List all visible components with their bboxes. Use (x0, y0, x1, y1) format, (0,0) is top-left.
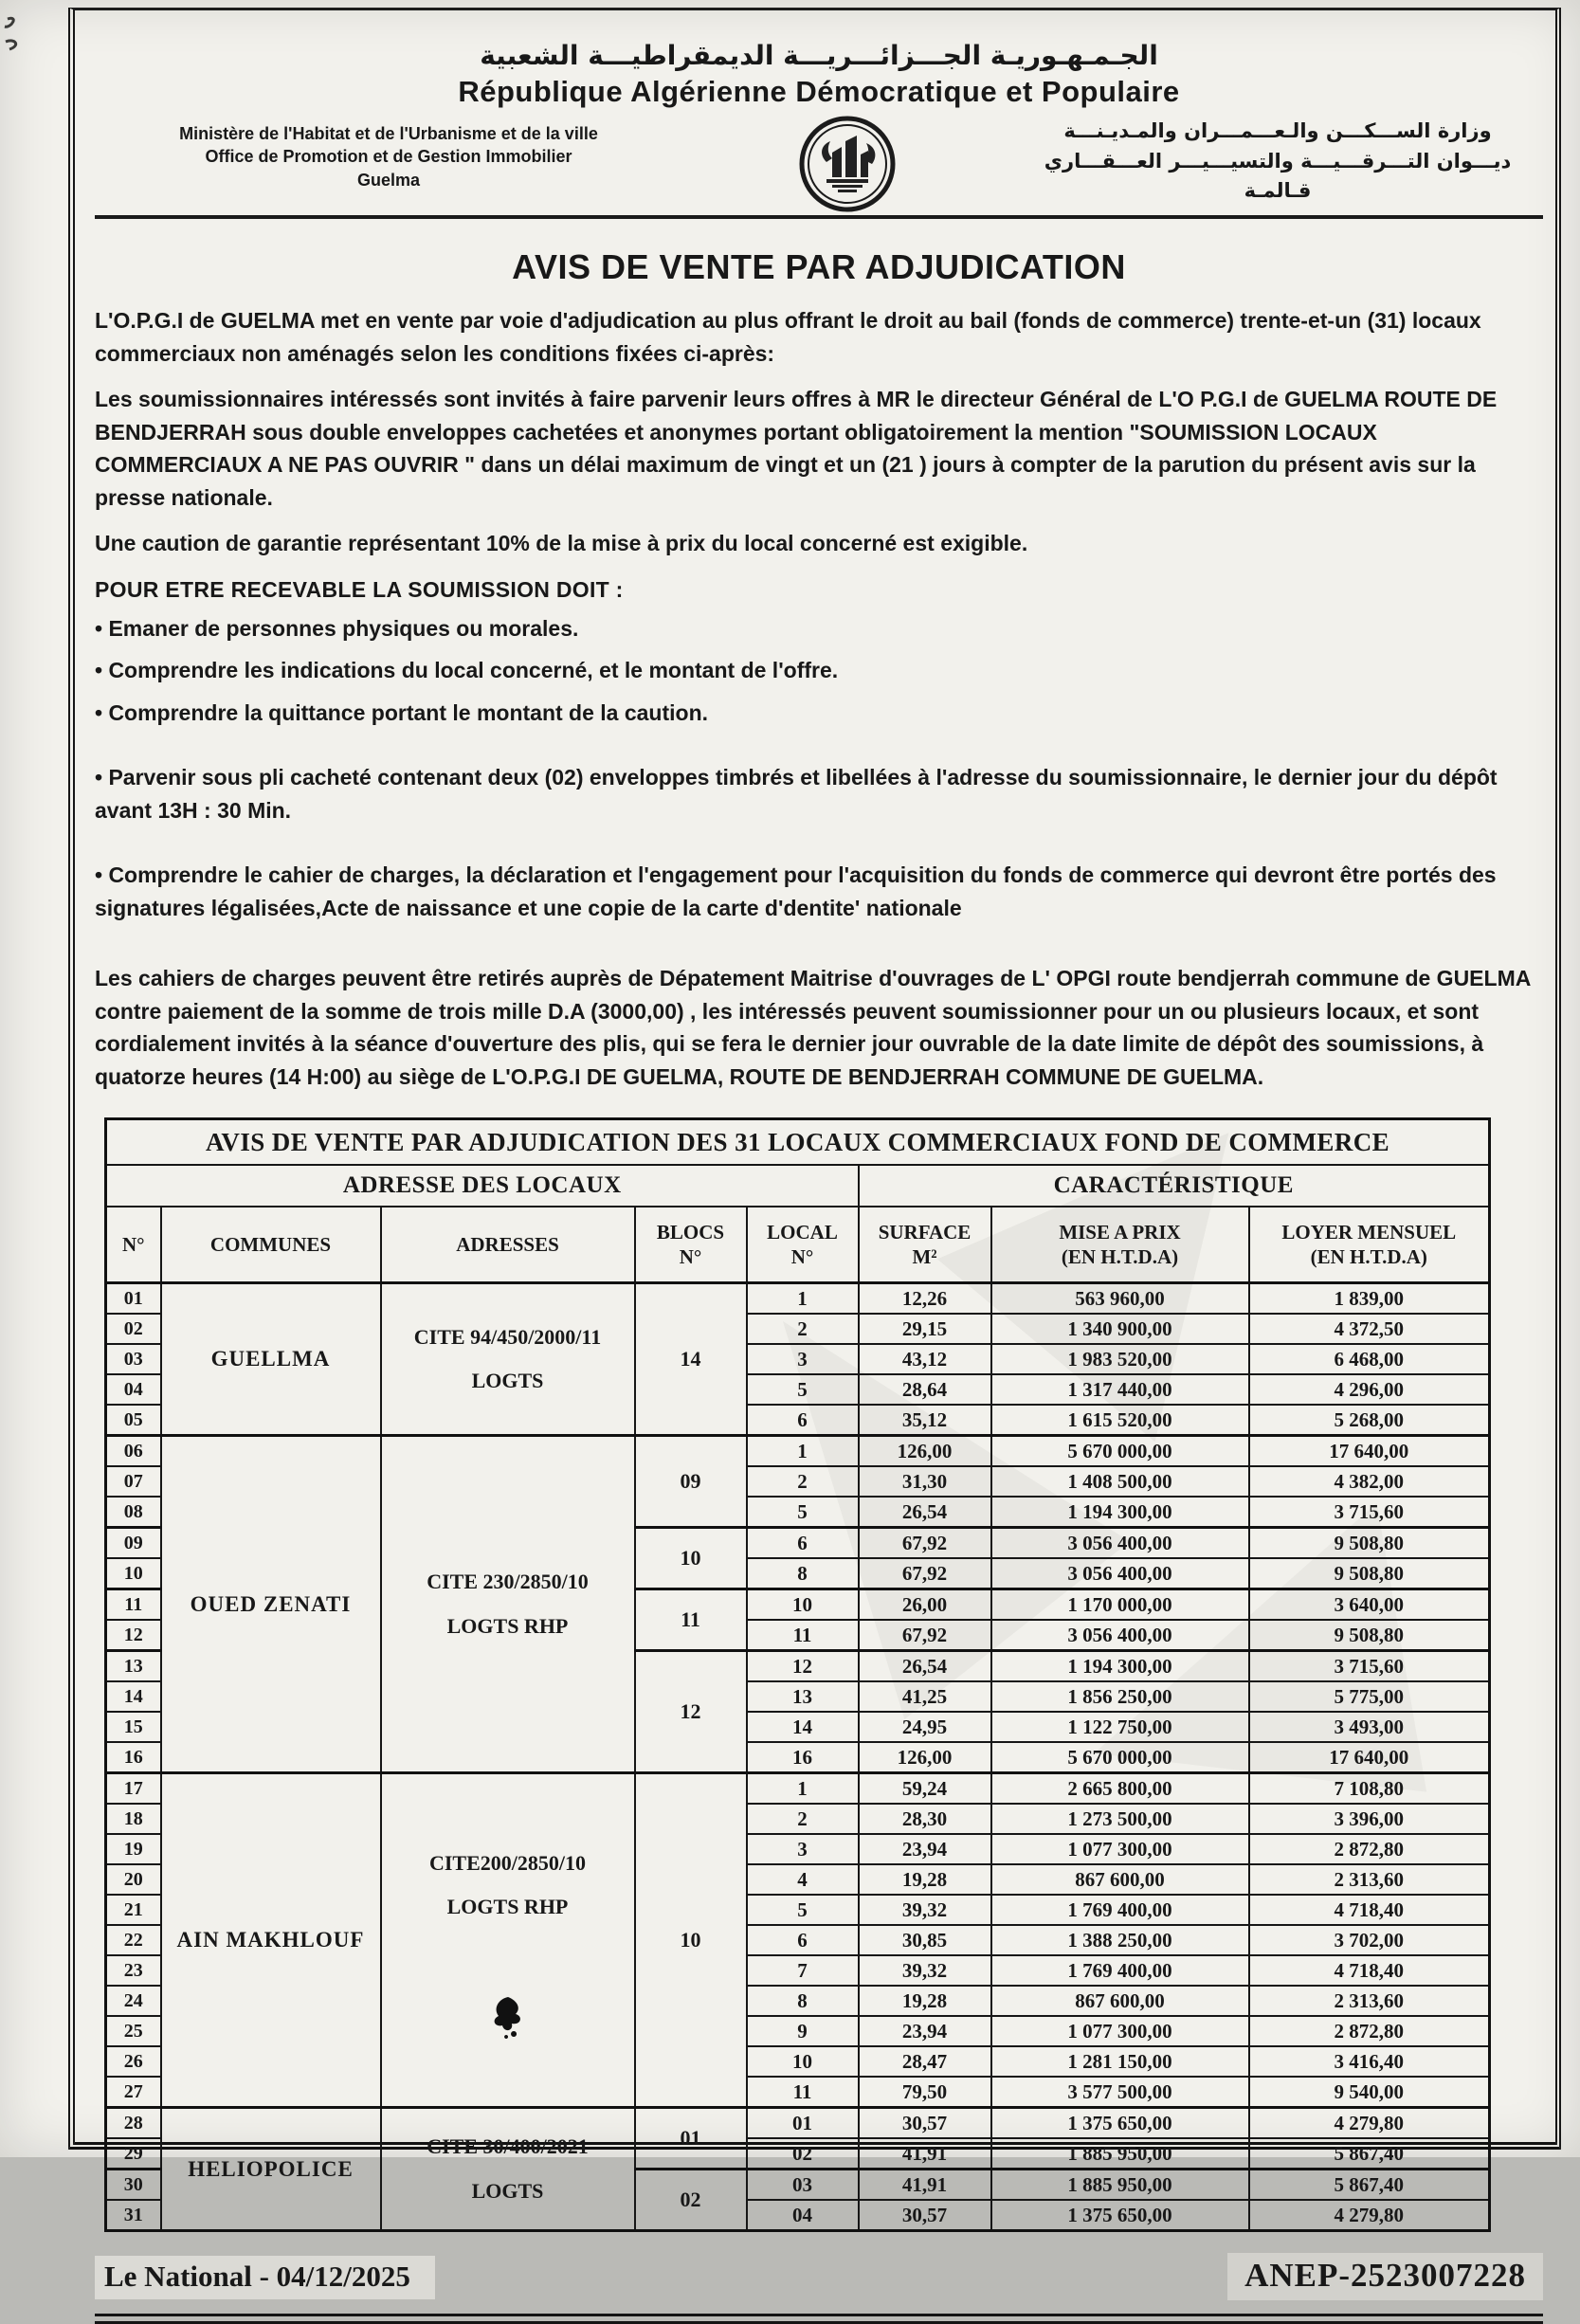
cell-mise-a-prix: 1 273 500,00 (991, 1804, 1249, 1834)
cell-local: 12 (747, 1651, 859, 1682)
cell-surface: 19,28 (859, 1986, 991, 2016)
cell-local: 8 (747, 1986, 859, 2016)
cell-local: 3 (747, 1344, 859, 1374)
text-line: (EN H.T.D.A) (1061, 1245, 1179, 1268)
cell-numero: 19 (106, 1834, 161, 1864)
cell-loyer: 4 279,80 (1249, 2108, 1490, 2139)
cell-mise-a-prix: 867 600,00 (991, 1864, 1249, 1895)
cell-commune: HELIOPOLICE (161, 2108, 381, 2231)
cell-loyer: 2 313,60 (1249, 1986, 1490, 2016)
col-header-numero (106, 1207, 161, 1283)
cell-surface: 126,00 (859, 1742, 991, 1773)
cell-surface: 39,32 (859, 1895, 991, 1925)
table-row (106, 2108, 1490, 2139)
cell-mise-a-prix: 1 077 300,00 (991, 1834, 1249, 1864)
cell-numero: 31 (106, 2200, 161, 2231)
cell-surface: 26,54 (859, 1651, 991, 1682)
footer (95, 2253, 1543, 2300)
cell-local: 5 (747, 1895, 859, 1925)
text-line: N° (679, 1245, 702, 1268)
cell-local: 02 (747, 2138, 859, 2170)
cell-loyer: 17 640,00 (1249, 1436, 1490, 1467)
cell-bloc: 01 (635, 2108, 747, 2170)
cell-local: 14 (747, 1712, 859, 1742)
cell-local: 2 (747, 1466, 859, 1497)
cell-numero: 13 (106, 1651, 161, 1682)
cell-loyer: 2 872,80 (1249, 2016, 1490, 2046)
cell-loyer: 4 718,40 (1249, 1955, 1490, 1986)
col-header-blocs (635, 1207, 747, 1283)
cell-local: 1 (747, 1773, 859, 1805)
text-line: Guelma (356, 170, 421, 190)
cell-surface: 28,64 (859, 1374, 991, 1405)
journal-date-stamp: Le National - 04/12/2025 (95, 2256, 435, 2299)
cell-local: 6 (747, 1528, 859, 1559)
condition-bullet: • Emaner de personnes physiques ou morales. (95, 615, 579, 641)
cell-mise-a-prix: 3 056 400,00 (991, 1558, 1249, 1589)
cell-local: 11 (747, 2077, 859, 2108)
cell-numero: 05 (106, 1405, 161, 1436)
cell-mise-a-prix: 1 769 400,00 (991, 1955, 1249, 1986)
notice-paragraph: Une caution de garantie représentant 10% de la mise à prix du local concerné est exigible. (95, 531, 1028, 555)
cell-surface: 43,12 (859, 1344, 991, 1374)
cell-loyer: 3 416,40 (1249, 2046, 1490, 2077)
cell-surface: 35,12 (859, 1405, 991, 1436)
cell-mise-a-prix: 5 670 000,00 (991, 1436, 1249, 1467)
cell-local: 03 (747, 2170, 859, 2201)
condition-bullet: • Comprendre le cahier de charges, la déclaration et l'engagement pour l'acquisition du fonds de commerce qui devront être portés des signatures légalisées,Acte de naissance et une copie de la carte d'dentite' nationale (95, 862, 1497, 920)
arabic-republic-title: الجـمـهـوريـة الجـــزائـــريـــة الديمقراطيـــة الشعبية (480, 40, 1158, 71)
cell-bloc: 11 (635, 1589, 747, 1651)
cell-loyer: 2 313,60 (1249, 1864, 1490, 1895)
cell-bloc: 02 (635, 2170, 747, 2231)
cell-loyer: 5 775,00 (1249, 1681, 1490, 1712)
recevable-heading: POUR ETRE RECEVABLE LA SOUMISSION DOIT : (95, 576, 624, 602)
cell-local: 9 (747, 2016, 859, 2046)
cell-mise-a-prix: 1 615 520,00 (991, 1405, 1249, 1436)
cell-loyer: 5 867,40 (1249, 2170, 1490, 2201)
opgi-logo (798, 115, 897, 213)
bottom-divider (95, 2314, 1543, 2324)
cell-surface: 67,92 (859, 1558, 991, 1589)
condition-bullet: • Comprendre la quittance portant le montant de la caution. (95, 699, 709, 725)
cell-mise-a-prix: 1 885 950,00 (991, 2170, 1249, 2201)
cell-local: 1 (747, 1283, 859, 1315)
cell-mise-a-prix: 1 375 650,00 (991, 2108, 1249, 2139)
col-header-communes (161, 1207, 381, 1283)
cell-surface: 79,50 (859, 2077, 991, 2108)
cell-surface: 23,94 (859, 2016, 991, 2046)
cell-surface: 12,26 (859, 1283, 991, 1315)
cell-mise-a-prix: 3 056 400,00 (991, 1528, 1249, 1559)
cell-numero: 28 (106, 2108, 161, 2139)
text-line: M² (912, 1245, 937, 1268)
cell-loyer: 7 108,80 (1249, 1773, 1490, 1805)
cell-loyer: 3 640,00 (1249, 1589, 1490, 1621)
cell-numero: 08 (106, 1497, 161, 1528)
cell-surface: 28,47 (859, 2046, 991, 2077)
cell-local: 6 (747, 1925, 859, 1955)
cell-mise-a-prix: 3 577 500,00 (991, 2077, 1249, 2108)
cell-numero: 27 (106, 2077, 161, 2108)
cell-mise-a-prix: 3 056 400,00 (991, 1620, 1249, 1651)
table-row (106, 1773, 1490, 1805)
cell-commune: AIN MAKHLOUF (161, 1773, 381, 2108)
cell-commune: OUED ZENATI (161, 1436, 381, 1773)
cell-local: 1 (747, 1436, 859, 1467)
cell-numero: 25 (106, 2016, 161, 2046)
cell-numero: 14 (106, 1681, 161, 1712)
cell-surface: 26,00 (859, 1589, 991, 1621)
cell-mise-a-prix: 1 856 250,00 (991, 1681, 1249, 1712)
cell-mise-a-prix: 1 170 000,00 (991, 1589, 1249, 1621)
cell-surface: 41,25 (859, 1681, 991, 1712)
cell-loyer: 3 493,00 (1249, 1712, 1490, 1742)
cell-numero: 18 (106, 1804, 161, 1834)
group-header-caracteristique: CARACTÉRISTIQUE (859, 1165, 1490, 1207)
cell-local: 04 (747, 2200, 859, 2231)
text-line: LOCAL (767, 1220, 838, 1244)
cell-surface: 30,57 (859, 2108, 991, 2139)
cell-mise-a-prix: 1 194 300,00 (991, 1497, 1249, 1528)
col-header-mise-a-prix (991, 1207, 1249, 1283)
cell-loyer: 2 872,80 (1249, 1834, 1490, 1864)
col-header-adresses (381, 1207, 635, 1283)
adresse-line: LOGTS RHP (446, 1613, 569, 1638)
cell-surface: 59,24 (859, 1773, 991, 1805)
cell-mise-a-prix: 2 665 800,00 (991, 1773, 1249, 1805)
cell-adresse (381, 1773, 635, 2108)
cell-local: 01 (747, 2108, 859, 2139)
cell-numero: 02 (106, 1314, 161, 1344)
header-divider (95, 215, 1543, 219)
cell-local: 6 (747, 1405, 859, 1436)
cell-surface: 19,28 (859, 1864, 991, 1895)
cell-mise-a-prix: 1 408 500,00 (991, 1466, 1249, 1497)
cell-surface: 67,92 (859, 1528, 991, 1559)
col-header-surface (859, 1207, 991, 1283)
cell-loyer: 3 715,60 (1249, 1651, 1490, 1682)
cell-mise-a-prix: 1 317 440,00 (991, 1374, 1249, 1405)
notice-paragraph: L'O.P.G.I de GUELMA met en vente par voie d'adjudication au plus offrant le droit au bail (fonds de commerce) trente-et-un (31) locaux commerciaux non aménagés selon les conditions fixées ci-après: (95, 308, 1481, 366)
cell-local: 10 (747, 2046, 859, 2077)
cell-surface: 28,30 (859, 1804, 991, 1834)
table-title: AVIS DE VENTE PAR ADJUDICATION DES 31 LOCAUX COMMERCIAUX FOND DE COMMERCE (106, 1119, 1490, 1166)
notice-title: AVIS DE VENTE PAR ADJUDICATION (512, 247, 1126, 286)
cell-numero: 29 (106, 2138, 161, 2170)
cell-surface: 126,00 (859, 1436, 991, 1467)
cell-local: 11 (747, 1620, 859, 1651)
adresse-line: LOGTS RHP (446, 1895, 569, 1918)
cell-loyer: 9 508,80 (1249, 1528, 1490, 1559)
cell-local: 5 (747, 1374, 859, 1405)
cell-loyer: 3 715,60 (1249, 1497, 1490, 1528)
condition-bullet: • Parvenir sous pli cacheté contenant deux (02) enveloppes timbrés et libellées à l'adresse du soumissionnaire, le dernier jour du dépôt avant 13H : 30 Min. (95, 765, 1498, 823)
french-republic-title: République Algérienne Démocratique et Populaire (458, 75, 1180, 108)
cell-numero: 23 (106, 1955, 161, 1986)
cell-surface: 23,94 (859, 1834, 991, 1864)
cell-bloc: 12 (635, 1651, 747, 1773)
text-line: MISE A PRIX (1059, 1220, 1181, 1244)
cell-numero: 30 (106, 2170, 161, 2201)
adresse-line: CITE 230/2850/10 (427, 1570, 589, 1594)
cell-mise-a-prix: 1 122 750,00 (991, 1712, 1249, 1742)
cell-mise-a-prix: 1 388 250,00 (991, 1925, 1249, 1955)
cell-numero: 17 (106, 1773, 161, 1805)
cell-local: 5 (747, 1497, 859, 1528)
text-line: COMMUNES (209, 1232, 332, 1256)
cell-numero: 21 (106, 1895, 161, 1925)
cell-local: 13 (747, 1681, 859, 1712)
adresse-line: CITE 94/450/2000/11 (413, 1324, 602, 1349)
cell-numero: 22 (106, 1925, 161, 1955)
cell-loyer: 5 867,40 (1249, 2138, 1490, 2170)
cell-numero: 20 (106, 1864, 161, 1895)
cell-mise-a-prix: 1 885 950,00 (991, 2138, 1249, 2170)
group-header-adresse: ADRESSE DES LOCAUX (106, 1165, 859, 1207)
adresse-line: CITE 30/400/2021 (427, 2134, 589, 2159)
text-line: ديـــوان التـــرقـــيـــة والتسيـــيـــر العـــقـــاري (1044, 149, 1512, 172)
cell-local: 4 (747, 1864, 859, 1895)
cell-numero: 26 (106, 2046, 161, 2077)
adresse-line: LOGTS (471, 2178, 544, 2203)
col-header-loyer (1249, 1207, 1490, 1283)
cell-commune: GUELLMA (161, 1283, 381, 1436)
cell-surface: 24,95 (859, 1712, 991, 1742)
cell-numero: 16 (106, 1742, 161, 1773)
letterhead (95, 40, 1543, 219)
ministry-block-ar (1012, 115, 1543, 207)
cell-surface: 41,91 (859, 2138, 991, 2170)
cell-surface: 29,15 (859, 1314, 991, 1344)
cell-numero: 09 (106, 1528, 161, 1559)
text-line: Office de Promotion et de Gestion Immobilier (205, 147, 572, 167)
cell-mise-a-prix: 867 600,00 (991, 1986, 1249, 2016)
cell-adresse (381, 1283, 635, 1436)
cell-loyer: 9 508,80 (1249, 1620, 1490, 1651)
table-row (106, 1283, 1490, 1315)
cell-numero: 01 (106, 1283, 161, 1315)
cell-numero: 06 (106, 1436, 161, 1467)
cell-numero: 15 (106, 1712, 161, 1742)
cell-bloc: 14 (635, 1283, 747, 1436)
cell-surface: 26,54 (859, 1497, 991, 1528)
cell-local: 8 (747, 1558, 859, 1589)
notice-closing-paragraph: Les cahiers de charges peuvent être retirés auprès de Dépatement Maitrise d'ouvrages de L' OPGI route bendjerrah commune de GUELMA contre paiement de la somme de trois mille D.A (3000,00) , les intéressés peuvent soumissionner pour un ou plusieurs locaux, et sont cordialement invités à la séance d'ouverture des plis, qui se fera le dernier jour ouvrable de la date limite de dépôt des soumissions, à quatorze heures (14 H:00) au siège de L'O.P.G.I DE GUELMA, ROUTE DE BENDJERRAH COMMUNE DE GUELMA. (95, 966, 1531, 1089)
cell-local: 2 (747, 1804, 859, 1834)
cell-loyer: 6 468,00 (1249, 1344, 1490, 1374)
cell-bloc: 09 (635, 1436, 747, 1528)
cell-loyer: 4 279,80 (1249, 2200, 1490, 2231)
cell-mise-a-prix: 5 670 000,00 (991, 1742, 1249, 1773)
pen-mark (2, 13, 40, 63)
text-line: SURFACE (878, 1220, 972, 1244)
notice-paragraph: Les soumissionnaires intéressés sont invités à faire parvenir leurs offres à MR le directeur Général de L'O P.G.I de GUELMA ROUTE DE BENDJERRAH sous double enveloppes cachetées et anonymes portant obligatoirement la mention "SOUMISSION LOCAUX COMMERCIAUX A NE PAS OUVRIR " dans un délai maximum de vingt et un (21 ) jours à compter de la parution du présent avis sur la presse nationale. (95, 387, 1498, 510)
cell-local: 3 (747, 1834, 859, 1864)
text-line: ADRESSES (456, 1232, 559, 1256)
cell-mise-a-prix: 1 769 400,00 (991, 1895, 1249, 1925)
ministry-block-fr (95, 115, 682, 191)
cell-surface: 30,85 (859, 1925, 991, 1955)
cell-mise-a-prix: 563 960,00 (991, 1283, 1249, 1315)
text-line: N° (121, 1232, 145, 1256)
cell-numero: 07 (106, 1466, 161, 1497)
cell-numero: 11 (106, 1589, 161, 1621)
cell-surface: 67,92 (859, 1620, 991, 1651)
cell-loyer: 5 268,00 (1249, 1405, 1490, 1436)
cell-local: 7 (747, 1955, 859, 1986)
cell-mise-a-prix: 1 983 520,00 (991, 1344, 1249, 1374)
text-line: LOYER MENSUEL (1281, 1220, 1457, 1244)
anep-reference: ANEP-2523007228 (1227, 2253, 1543, 2300)
cell-local: 10 (747, 1589, 859, 1621)
table-row (106, 1436, 1490, 1467)
adresse-line: LOGTS (471, 1369, 544, 1392)
cell-loyer: 3 396,00 (1249, 1804, 1490, 1834)
cell-mise-a-prix: 1 281 150,00 (991, 2046, 1249, 2077)
cell-bloc: 10 (635, 1528, 747, 1589)
cell-loyer: 17 640,00 (1249, 1742, 1490, 1773)
text-line: N° (790, 1245, 814, 1268)
text-line: BLOCS (656, 1220, 725, 1244)
cell-adresse (381, 1436, 635, 1773)
cell-surface: 41,91 (859, 2170, 991, 2201)
cell-mise-a-prix: 1 375 650,00 (991, 2200, 1249, 2231)
cell-bloc: 10 (635, 1773, 747, 2108)
cell-numero: 04 (106, 1374, 161, 1405)
cell-local: 16 (747, 1742, 859, 1773)
text-line: Ministère de l'Habitat et de l'Urbanisme et de la ville (179, 124, 598, 143)
cell-loyer: 4 718,40 (1249, 1895, 1490, 1925)
cell-numero: 03 (106, 1344, 161, 1374)
cell-loyer: 9 508,80 (1249, 1558, 1490, 1589)
adresse-line: CITE200/2850/10 (428, 1850, 587, 1875)
text-line: (EN H.T.D.A) (1310, 1245, 1427, 1268)
cell-numero: 10 (106, 1558, 161, 1589)
ink-blot (489, 1995, 527, 2039)
cell-loyer: 4 296,00 (1249, 1374, 1490, 1405)
col-header-local (747, 1207, 859, 1283)
locaux-table (104, 1117, 1491, 2232)
cell-loyer: 9 540,00 (1249, 2077, 1490, 2108)
cell-loyer: 1 839,00 (1249, 1283, 1490, 1315)
locaux-table-body (106, 1283, 1490, 2231)
cell-surface: 30,57 (859, 2200, 991, 2231)
cell-mise-a-prix: 1 077 300,00 (991, 2016, 1249, 2046)
cell-mise-a-prix: 1 194 300,00 (991, 1651, 1249, 1682)
text-line: وزارة الســـكـــن والـعـــمـــران والمـديـنـــة (1063, 119, 1492, 142)
cell-adresse (381, 2108, 635, 2231)
condition-bullet: • Comprendre les indications du local concerné, et le montant de l'offre. (95, 658, 839, 682)
cell-numero: 24 (106, 1986, 161, 2016)
cell-local: 2 (747, 1314, 859, 1344)
cell-surface: 39,32 (859, 1955, 991, 1986)
cell-loyer: 4 372,50 (1249, 1314, 1490, 1344)
cell-loyer: 4 382,00 (1249, 1466, 1490, 1497)
cell-loyer: 3 702,00 (1249, 1925, 1490, 1955)
cell-mise-a-prix: 1 340 900,00 (991, 1314, 1249, 1344)
text-line: قـالمـة (1244, 179, 1312, 202)
cell-numero: 12 (106, 1620, 161, 1651)
cell-surface: 31,30 (859, 1466, 991, 1497)
